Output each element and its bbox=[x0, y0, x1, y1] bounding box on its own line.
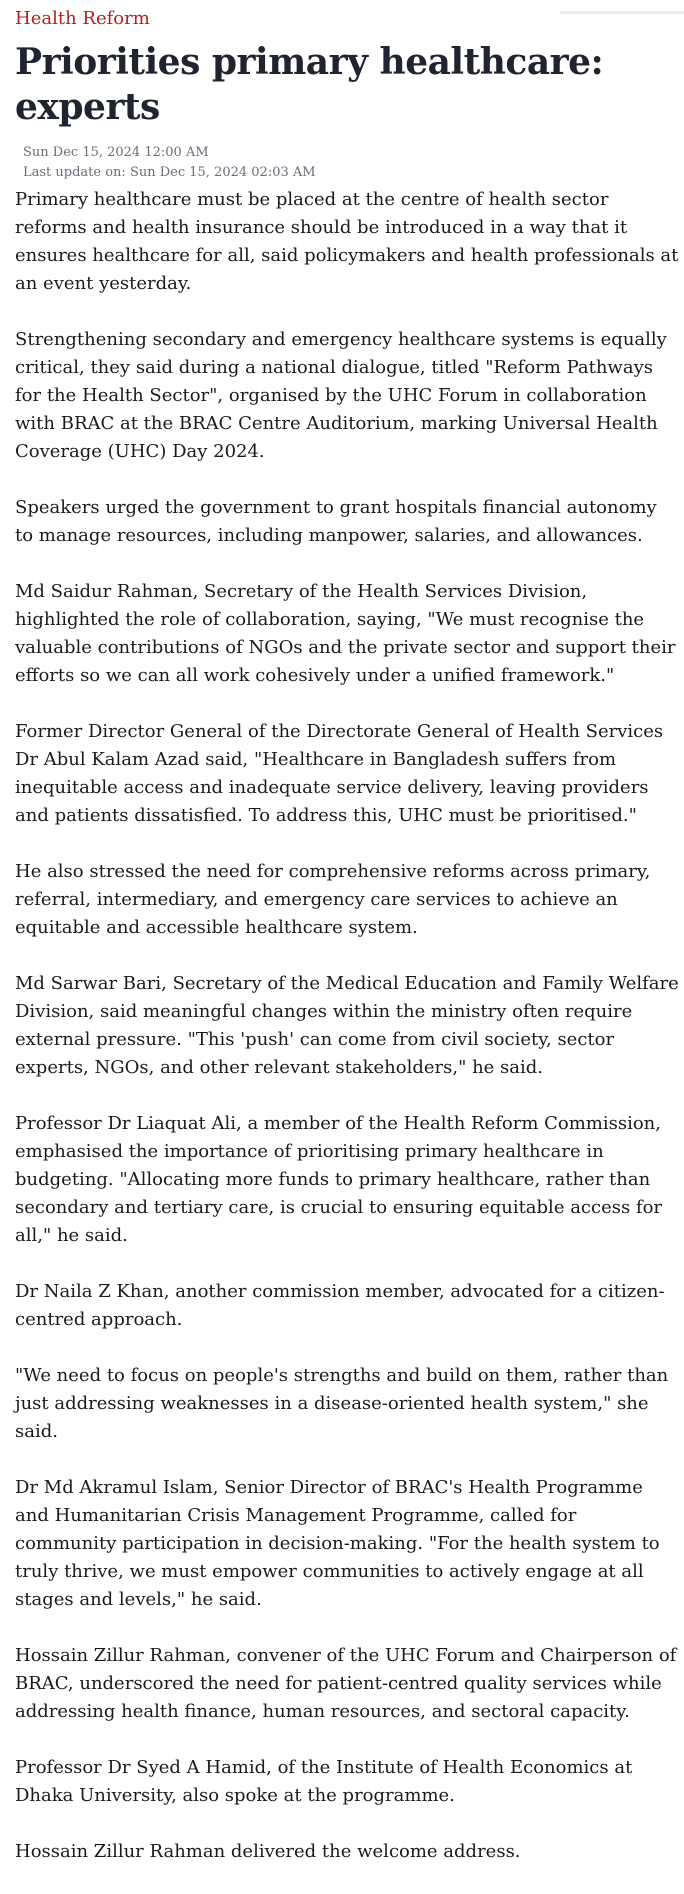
paragraph: Hossain Zillur Rahman delivered the welcome address. bbox=[15, 1841, 521, 1862]
updated-date: Last update on: Sun Dec 15, 2024 02:03 AM bbox=[23, 165, 316, 180]
paragraph: Dr Md Akramul Islam, Senior Director of BRAC's Health Programme and Humanitarian Crisis Management Programme, called for community participation in decision-making. "For the health system to truly thrive, we must empower communities to actively engage at all stages and levels," he said. bbox=[15, 1477, 660, 1610]
paragraph: Former Director General of the Directorate General of Health Services Dr Abul Kalam Azad said, "Healthcare in Bangladesh suffers from inequitable access and inadequate service delivery, leaving providers and patients dissatisfied. To address this, UHC must be prioritised." bbox=[15, 721, 664, 826]
article-dates bbox=[23, 143, 675, 183]
paragraph: Primary healthcare must be placed at the centre of health sector reforms and health insurance should be introduced in a way that it ensures healthcare for all, said policymakers and health professionals at an event yesterday. bbox=[15, 189, 679, 294]
paragraph: Hossain Zillur Rahman, convener of the UHC Forum and Chairperson of BRAC, underscored the need for patient-centred quality services while addressing health finance, human resources, and sectoral capacity. bbox=[15, 1645, 677, 1722]
paragraph: Professor Dr Liaquat Ali, a member of the Health Reform Commission, emphasised the importance of prioritising primary healthcare in budgeting. "Allocating more funds to primary healthcare, rather than secondary and tertiary care, is crucial to ensuring equitable access for all," he said. bbox=[15, 1113, 663, 1246]
published-date: Sun Dec 15, 2024 12:00 AM bbox=[23, 145, 209, 160]
paragraph: "We need to focus on people's strengths and build on them, rather than just addressing weaknesses in a disease-oriented health system," she said. bbox=[15, 1365, 669, 1442]
paragraph: He also stressed the need for comprehensive reforms across primary, referral, intermediary, and emergency care services to achieve an equitable and accessible healthcare system. bbox=[15, 861, 651, 938]
paragraph: Speakers urged the government to grant hospitals financial autonomy to manage resources, including manpower, salaries, and allowances. bbox=[15, 497, 657, 546]
paragraph: Md Sarwar Bari, Secretary of the Medical Education and Family Welfare Division, said meaningful changes within the ministry often require external pressure. "This 'push' can come from civil society, sector experts, NGOs, and other relevant stakeholders," he said. bbox=[15, 973, 679, 1078]
paragraph: Md Saidur Rahman, Secretary of the Health Services Division, highlighted the role of collaboration, saying, "We must recognise the valuable contributions of NGOs and the private sector and support their efforts so we can all work cohesively under a unified framework." bbox=[15, 581, 676, 686]
paragraph: Professor Dr Syed A Hamid, of the Institute of Health Economics at Dhaka University, also spoke at the programme. bbox=[15, 1757, 633, 1806]
article-headline: Priorities primary healthcare: experts bbox=[15, 41, 604, 128]
article-body bbox=[15, 186, 680, 1866]
category-link[interactable]: Health Reform bbox=[15, 8, 150, 29]
paragraph: Dr Naila Z Khan, another commission member, advocated for a citizen-centred approach. bbox=[15, 1281, 665, 1330]
article bbox=[15, 6, 679, 1894]
paragraph: Strengthening secondary and emergency healthcare systems is equally critical, they said during a national dialogue, titled "Reform Pathways for the Health Sector", organised by the UHC Forum in collaboration with BRAC at the BRAC Centre Auditorium, marking Universal Health Coverage (UHC) Day 2024. bbox=[15, 329, 667, 462]
